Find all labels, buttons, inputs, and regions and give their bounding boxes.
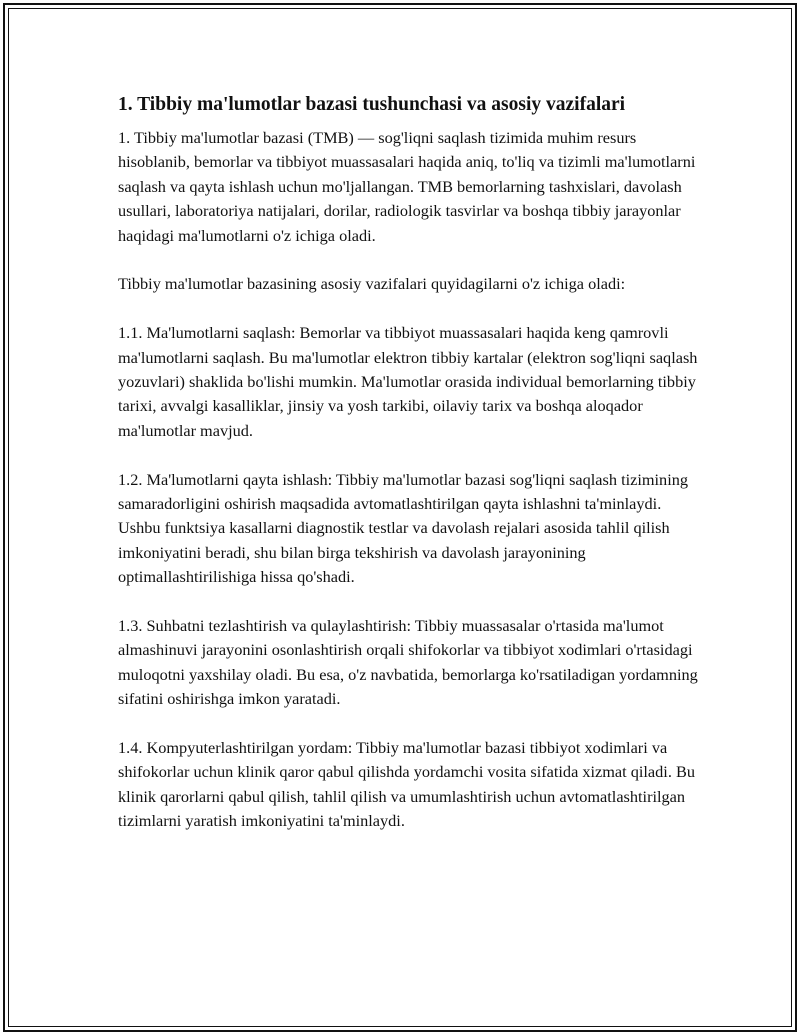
paragraph-computer-support: 1.4. Kompyuterlashtirilgan yordam: Tibbiy ma'lumotlar bazasi tibbiyot xodimlari va shifokorlar uchun klinik qaror qabul qilishda yordamchi vosita sifatida xizmat qiladi. Bu klinik qarorlarni qabul qilish, tahlil qilish va umumlashtirish uchun avtomatlashtirilgan tizimlarni yaratish imkoniyatini ta'minlaydi. [118, 738, 695, 831]
paragraph-data-processing: 1.2. Ma'lumotlarni qayta ishlash: Tibbiy ma'lumotlar bazasi sog'liqni saqlash tizimining samaradorligini oshirish maqsadida avtomatlashtirilgan qayta ishlashni ta'minlaydi. Ushbu funktsiya kasallarni diagnostik testlar va davolash rejalari asosida tahlil qilish imkoniyatini beradi, shu bilan birga tekshirish va davolash jarayonining optimallashtirilishiga hissa qo'shadi. [118, 469, 689, 587]
section-heading: 1. Tibbiy ma'lumotlar bazasi tushunchasi va asosiy vazifalari [118, 94, 626, 115]
paragraph-functions-lead: Tibbiy ma'lumotlar bazasining asosiy vazifalari quyidagilarni o'z ichiga oladi: [118, 274, 626, 294]
paragraph-communication: 1.3. Suhbatni tezlashtirish va qulaylashtirish: Tibbiy muassasalar o'rtasida ma'lumot almashinuvi jarayonini osonlashtirish orqali shifokorlar va tibbiyot xodimlari o'rtasidagi muloqotni yaxshilay oladi. Bu esa, o'z navbatida, bemorlarga ko'rsatiladigan yordamning sifatini oshirishga imkon yaratadi. [118, 616, 698, 709]
document-body [118, 92, 698, 858]
paragraph-data-storage: 1.1. Ma'lumotlarni saqlash: Bemorlar va tibbiyot muassasalari haqida keng qamrovli ma'lumotlarni saqlash. Bu ma'lumotlar elektron tibbiy kartalar (elektron sog'liqni saqlash yozuvlari) shaklida bo'lishi mumkin. Ma'lumotlar orasida individual bemorlarning tibbiy tarixi, avvalgi kasalliklar, jinsiy va yosh tarkibi, oilaviy tarix va boshqa aloqador ma'lumotlar mavjud. [118, 323, 698, 440]
paragraph-intro: 1. Tibbiy ma'lumotlar bazasi (TMB) — sog'liqni saqlash tizimida muhim resurs hisoblanib, bemorlar va tibbiyot muassasalari haqida aniq, to'liq va tizimli ma'lumotlarni saqlash va qayta ishlash uchun mo'ljallangan. TMB bemorlarning tashxislari, davolash usullari, laboratoriya natijalari, dorilar, radiologik tasvirlar va boshqa tibbiy jarayonlar haqidagi ma'lumotlarni o'z ichiga oladi. [118, 128, 696, 245]
